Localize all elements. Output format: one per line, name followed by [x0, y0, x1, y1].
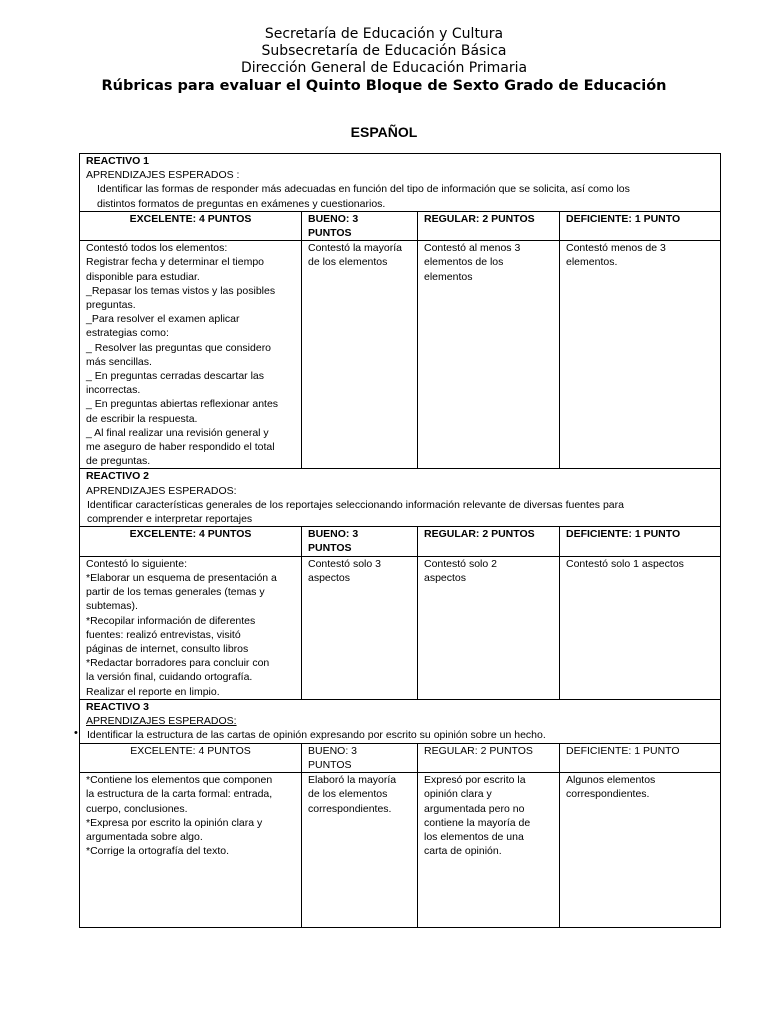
- cell-line: elementos: [424, 270, 473, 283]
- cell-line: _ Resolver las preguntas que considero: [86, 341, 272, 354]
- header-line-3: Dirección General de Educación Primaria: [240, 60, 528, 76]
- cell-line: opinión clara y: [424, 788, 492, 801]
- col-regular: REGULAR: 2 PUNTOS: [418, 211, 560, 240]
- cell-line: aspectos: [424, 571, 467, 584]
- col-bueno-line1: BUENO: 3: [308, 212, 359, 225]
- header-line-2: Subsecretaría de Educación Básica: [261, 43, 507, 59]
- header-line-1: Secretaría de Educación y Cultura: [264, 26, 504, 42]
- col-bueno: [302, 527, 418, 556]
- excelente-cell: [80, 773, 302, 928]
- cell-line: correspondientes.: [308, 802, 392, 815]
- col-regular: REGULAR: 2 PUNTOS: [418, 527, 560, 556]
- rubric-table: [79, 153, 721, 928]
- subject-title: ESPAÑOL: [350, 124, 418, 140]
- reactivo-title: REACTIVO 2: [86, 470, 150, 483]
- cell-line: _ En preguntas abiertas reflexionar antes: [86, 398, 279, 411]
- cell-line: contiene la mayoría de: [424, 816, 531, 829]
- reactivo-1-header-row: [80, 154, 721, 212]
- cell-line: subtemas).: [86, 600, 138, 613]
- bueno-cell: [302, 556, 418, 699]
- cell-line: Contestó solo 2: [424, 557, 497, 570]
- cell-line: argumentada pero no: [424, 802, 525, 815]
- cell-line: Contestó todos los elementos:: [86, 242, 228, 255]
- aprendizajes-text: Identificar las formas de responder más adecuadas en función del tipo de información que se solicita, así como los: [97, 183, 630, 196]
- reactivo-1-header: [80, 154, 721, 212]
- cell-line: fuentes: realizó entrevistas, visitó: [86, 628, 241, 641]
- cell-line: incorrectas.: [86, 384, 141, 397]
- cell-line: Realizar el reporte en limpio.: [86, 685, 220, 698]
- cell-line: Contestó solo 3: [308, 557, 381, 570]
- bullet-marker: •: [74, 727, 78, 739]
- cell-line: estrategias como:: [86, 327, 169, 340]
- aprendizajes-label: APRENDIZAJES ESPERADOS:: [86, 484, 237, 497]
- reactivo-3-header: [80, 699, 721, 743]
- col-deficiente: DEFICIENTE: 1 PUNTO: [560, 527, 721, 556]
- cell-line: la estructura de la carta formal: entrada,: [86, 788, 273, 801]
- col-bueno-line2: PUNTOS: [308, 227, 352, 240]
- cell-line: Algunos elementos: [566, 774, 656, 787]
- excelente-cell: [80, 556, 302, 699]
- cell-line: preguntas.: [86, 299, 136, 312]
- col-bueno-line1: BUENO: 3: [308, 744, 358, 757]
- cell-line: argumentada sobre algo.: [86, 830, 203, 843]
- column-header-row: [80, 527, 721, 556]
- col-excelente: EXCELENTE: 4 PUNTOS: [80, 743, 302, 772]
- aprendizajes-text: Identificar características generales de los reportajes seleccionando información relevante de diversas fuentes para: [87, 498, 624, 511]
- aprendizajes-label: APRENDIZAJES ESPERADOS :: [86, 169, 240, 182]
- column-header-row: [80, 743, 721, 772]
- cell-line: disponible para estudiar.: [86, 270, 200, 283]
- reactivo-title: REACTIVO 1: [86, 155, 150, 167]
- cell-line: Expresó por escrito la: [424, 774, 526, 787]
- deficiente-cell: [560, 241, 721, 469]
- reactivo-1-body-row: [80, 241, 721, 469]
- cell-line: de escribir la respuesta.: [86, 412, 198, 425]
- cell-line: Contestó solo 1 aspectos: [566, 557, 684, 570]
- column-header-row: [80, 211, 721, 240]
- col-bueno: [302, 743, 418, 772]
- aprendizajes-text: Identificar la estructura de las cartas de opinión expresando por escrito su opinión sobre un hecho.: [87, 729, 546, 742]
- col-regular: REGULAR: 2 PUNTOS: [418, 743, 560, 772]
- cell-line: Contestó al menos 3: [424, 242, 521, 255]
- col-deficiente: DEFICIENTE: 1 PUNTO: [560, 743, 721, 772]
- reactivo-2-header: [80, 469, 721, 527]
- col-bueno-line2: PUNTOS: [308, 542, 352, 555]
- cell-line: Contestó menos de 3: [566, 242, 666, 255]
- cell-line: páginas de internet, consulto libros: [86, 642, 249, 655]
- cell-line: me aseguro de haber respondido el total: [86, 441, 275, 454]
- cell-line: la versión final, cuidando ortografía.: [86, 671, 253, 684]
- cell-line: carta de opinión.: [424, 845, 502, 858]
- aprendizajes-label: APRENDIZAJES ESPERADOS:: [86, 714, 237, 727]
- cell-line: _Repasar los temas vistos y las posibles: [86, 284, 276, 297]
- reactivo-3-body-row: [80, 773, 721, 928]
- col-bueno-line2: PUNTOS: [308, 758, 352, 771]
- reactivo-3-header-row: [80, 699, 721, 743]
- deficiente-cell: [560, 773, 721, 928]
- cell-line: *Recopilar información de diferentes: [86, 614, 256, 627]
- cell-line: *Contiene los elementos que componen: [86, 774, 273, 787]
- reactivo-2-body-row: [80, 556, 721, 699]
- cell-line: Registrar fecha y determinar el tiempo: [86, 256, 264, 269]
- col-bueno: [302, 211, 418, 240]
- col-bueno-line1: BUENO: 3: [308, 528, 359, 541]
- bueno-cell: [302, 241, 418, 469]
- reactivo-2-header-row: [80, 469, 721, 527]
- cell-line: aspectos: [308, 571, 351, 584]
- document-title: Rúbricas para evaluar el Quinto Bloque de Sexto Grado de Educación: [101, 78, 667, 94]
- cell-line: _ En preguntas cerradas descartar las: [86, 370, 265, 383]
- deficiente-cell: [560, 556, 721, 699]
- cell-line: cuerpo, conclusiones.: [86, 802, 188, 815]
- cell-line: más sencillas.: [86, 355, 152, 368]
- cell-line: partir de los temas generales (temas y: [86, 586, 265, 599]
- aprendizajes-text: distintos formatos de preguntas en exámenes y cuestionarios.: [97, 197, 386, 210]
- cell-line: correspondientes.: [566, 788, 650, 801]
- col-excelente: EXCELENTE: 4 PUNTOS: [80, 527, 302, 556]
- document-header: [0, 26, 768, 95]
- col-deficiente: DEFICIENTE: 1 PUNTO: [560, 211, 721, 240]
- cell-line: los elementos de una: [424, 830, 524, 843]
- cell-line: _Para resolver el examen aplicar: [86, 313, 240, 326]
- reactivo-title: REACTIVO 3: [86, 700, 150, 713]
- cell-line: *Redactar borradores para concluir con: [86, 657, 270, 670]
- regular-cell: [418, 556, 560, 699]
- cell-line: *Expresa por escrito la opinión clara y: [86, 816, 263, 829]
- cell-line: elementos.: [566, 256, 618, 269]
- cell-line: elementos de los: [424, 256, 504, 269]
- cell-line: Contestó la mayoría: [308, 242, 402, 255]
- cell-line: de los elementos: [308, 256, 388, 269]
- cell-line: de preguntas.: [86, 455, 151, 468]
- cell-line: *Corrige la ortografía del texto.: [86, 845, 229, 858]
- bueno-cell: [302, 773, 418, 928]
- cell-line: _ Al final realizar una revisión general y: [86, 426, 269, 439]
- cell-line: Elaboró la mayoría: [308, 774, 397, 787]
- aprendizajes-text: comprender e interpretar reportajes: [87, 513, 253, 526]
- cell-line: de los elementos: [308, 788, 388, 801]
- regular-cell: [418, 241, 560, 469]
- col-excelente: EXCELENTE: 4 PUNTOS: [80, 211, 302, 240]
- cell-line: Contestó lo siguiente:: [86, 557, 187, 570]
- regular-cell: [418, 773, 560, 928]
- cell-line: *Elaborar un esquema de presentación a: [86, 571, 277, 584]
- excelente-cell: [80, 241, 302, 469]
